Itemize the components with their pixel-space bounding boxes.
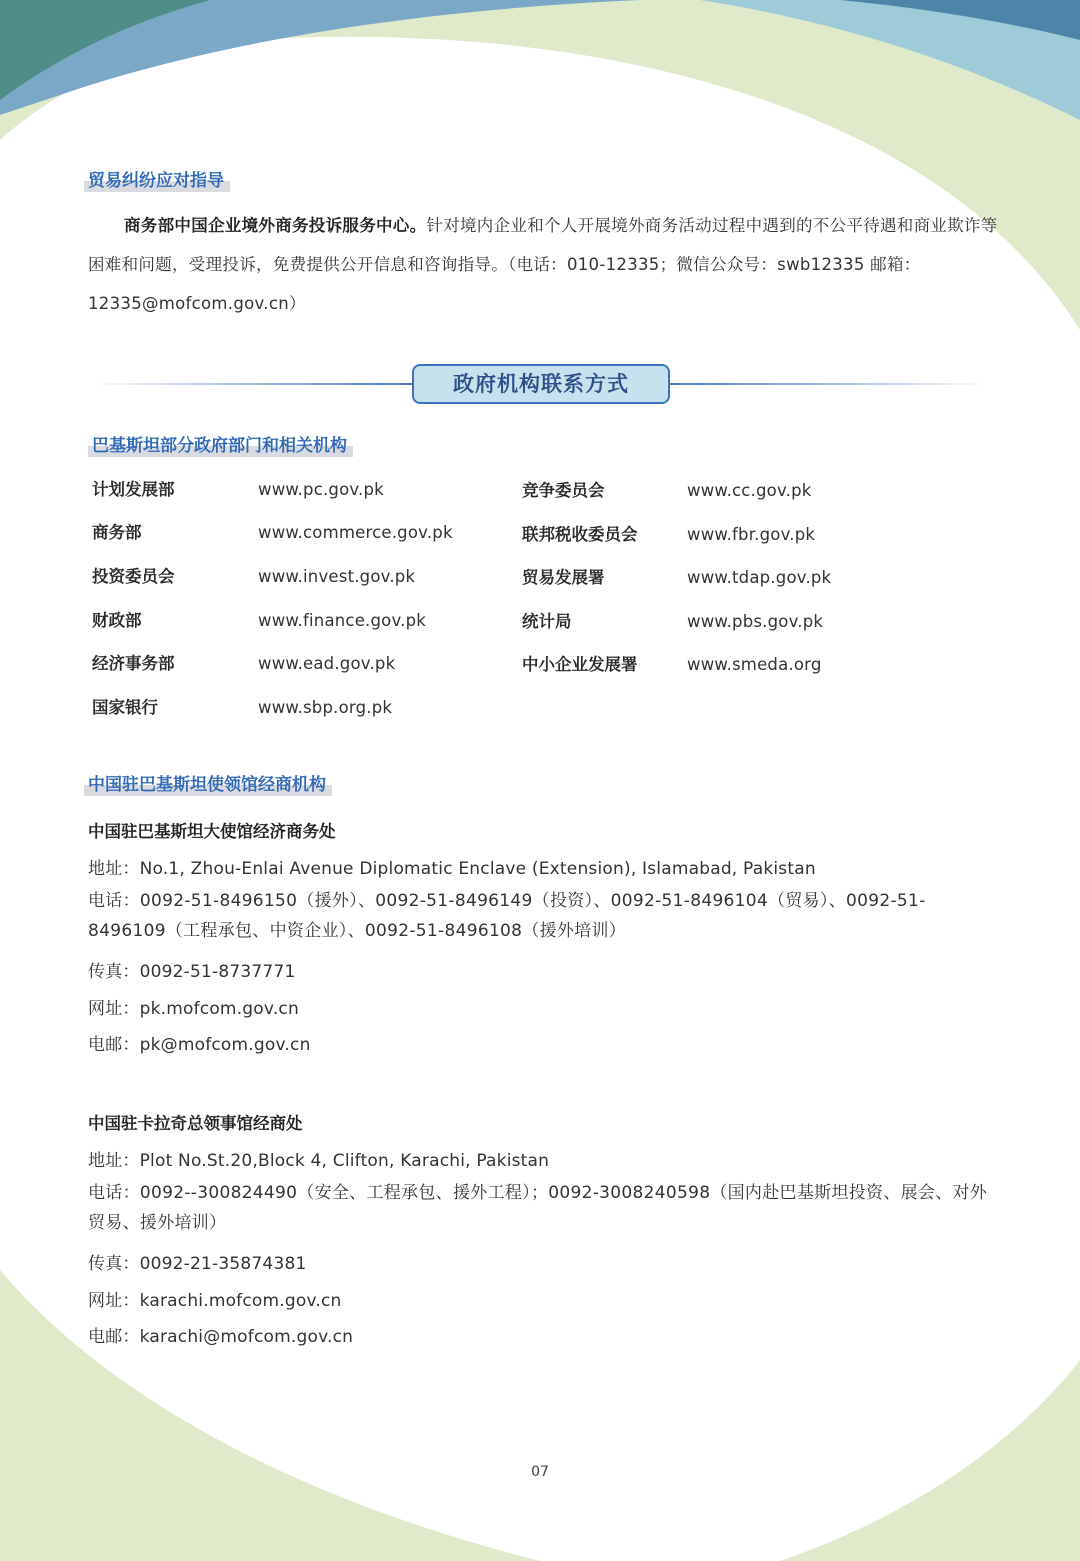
trade-dispute-lead: 商务部中国企业境外商务投诉服务中心。 — [124, 216, 427, 235]
agency-url[interactable]: www.cc.gov.pk — [687, 481, 812, 500]
consulate-address: 地址：Plot No.St.20,Block 4, Clifton, Karachi, Pakistan — [88, 1151, 550, 1171]
agency-name: 中小企业发展署 — [522, 655, 638, 674]
consulate-website[interactable]: 网址：karachi.mofcom.gov.cn — [88, 1291, 342, 1311]
trade-dispute-body: 针对境内企业和个人开展境外商务活动过程中遇到的不公平待遇和商业欺诈等困难和问题，受理投诉，免费提供公开信息和咨询指导。（电话：010-12335；微信公众号：swb12335 邮箱：12335@mofcom.gov.cn） — [88, 216, 998, 313]
embassy-address: 地址：No.1, Zhou-Enlai Avenue Diplomatic Enclave (Extension), Islamabad, Pakistan — [88, 859, 816, 879]
agency-url[interactable]: www.smeda.org — [687, 655, 822, 674]
agency-name: 财政部 — [92, 611, 142, 630]
agency-name: 商务部 — [92, 523, 142, 542]
agency-url[interactable]: www.pbs.gov.pk — [687, 612, 824, 631]
agency-name: 联邦税收委员会 — [522, 525, 638, 544]
trade-dispute-heading: 贸易纠纷应对指导 — [84, 170, 230, 192]
pak-agencies-heading: 巴基斯坦部分政府部门和相关机构 — [88, 435, 353, 457]
embassy-website[interactable]: 网址：pk.mofcom.gov.cn — [88, 999, 299, 1019]
agency-url[interactable]: www.pc.gov.pk — [258, 480, 384, 499]
gov-contacts-title: 政府机构联系方式 — [412, 364, 670, 404]
consulate-fax: 传真：0092-21-35874381 — [88, 1254, 307, 1274]
gov-contacts-title-row — [90, 364, 990, 404]
cn-missions-heading: 中国驻巴基斯坦使领馆经商机构 — [84, 774, 332, 796]
title-divider-left — [90, 383, 412, 385]
embassy-phone: 电话：0092-51-8496150（援外）、0092-51-8496149（投资）、0092-51-8496104（贸易）、0092-51-8496109（工程承包、中资企业）、0092-51-8496108（援外培训） — [88, 891, 926, 941]
agency-url[interactable]: www.finance.gov.pk — [258, 611, 427, 630]
agency-name: 投资委员会 — [92, 567, 175, 586]
agency-url[interactable]: www.sbp.org.pk — [258, 698, 393, 717]
agency-url[interactable]: www.invest.gov.pk — [258, 567, 416, 586]
agency-name: 贸易发展署 — [522, 568, 605, 587]
agency-url[interactable]: www.ead.gov.pk — [258, 654, 396, 673]
agency-name: 经济事务部 — [92, 654, 175, 673]
agency-name: 竞争委员会 — [522, 481, 605, 500]
page-number: 07 — [531, 1464, 549, 1480]
consulate-email[interactable]: 电邮：karachi@mofcom.gov.cn — [88, 1327, 354, 1347]
title-divider-right — [668, 383, 990, 385]
embassy-fax: 传真：0092-51-8737771 — [88, 962, 296, 982]
agency-url[interactable]: www.commerce.gov.pk — [258, 523, 453, 542]
consulate-title: 中国驻卡拉奇总领事馆经商处 — [88, 1114, 303, 1133]
embassy-email[interactable]: 电邮：pk@mofcom.gov.cn — [88, 1035, 311, 1055]
agency-name: 国家银行 — [92, 698, 158, 717]
agency-url[interactable]: www.tdap.gov.pk — [687, 568, 832, 587]
consulate-phone: 电话：0092--300824490（安全、工程承包、援外工程）；0092-3008240598（国内赴巴基斯坦投资、展会、对外贸易、援外培训） — [88, 1183, 988, 1233]
embassy-title: 中国驻巴基斯坦大使馆经济商务处 — [88, 822, 336, 841]
trade-dispute-paragraph — [88, 206, 1008, 323]
agency-url[interactable]: www.fbr.gov.pk — [687, 525, 816, 544]
agency-name: 计划发展部 — [92, 480, 175, 499]
agency-name: 统计局 — [522, 612, 572, 631]
